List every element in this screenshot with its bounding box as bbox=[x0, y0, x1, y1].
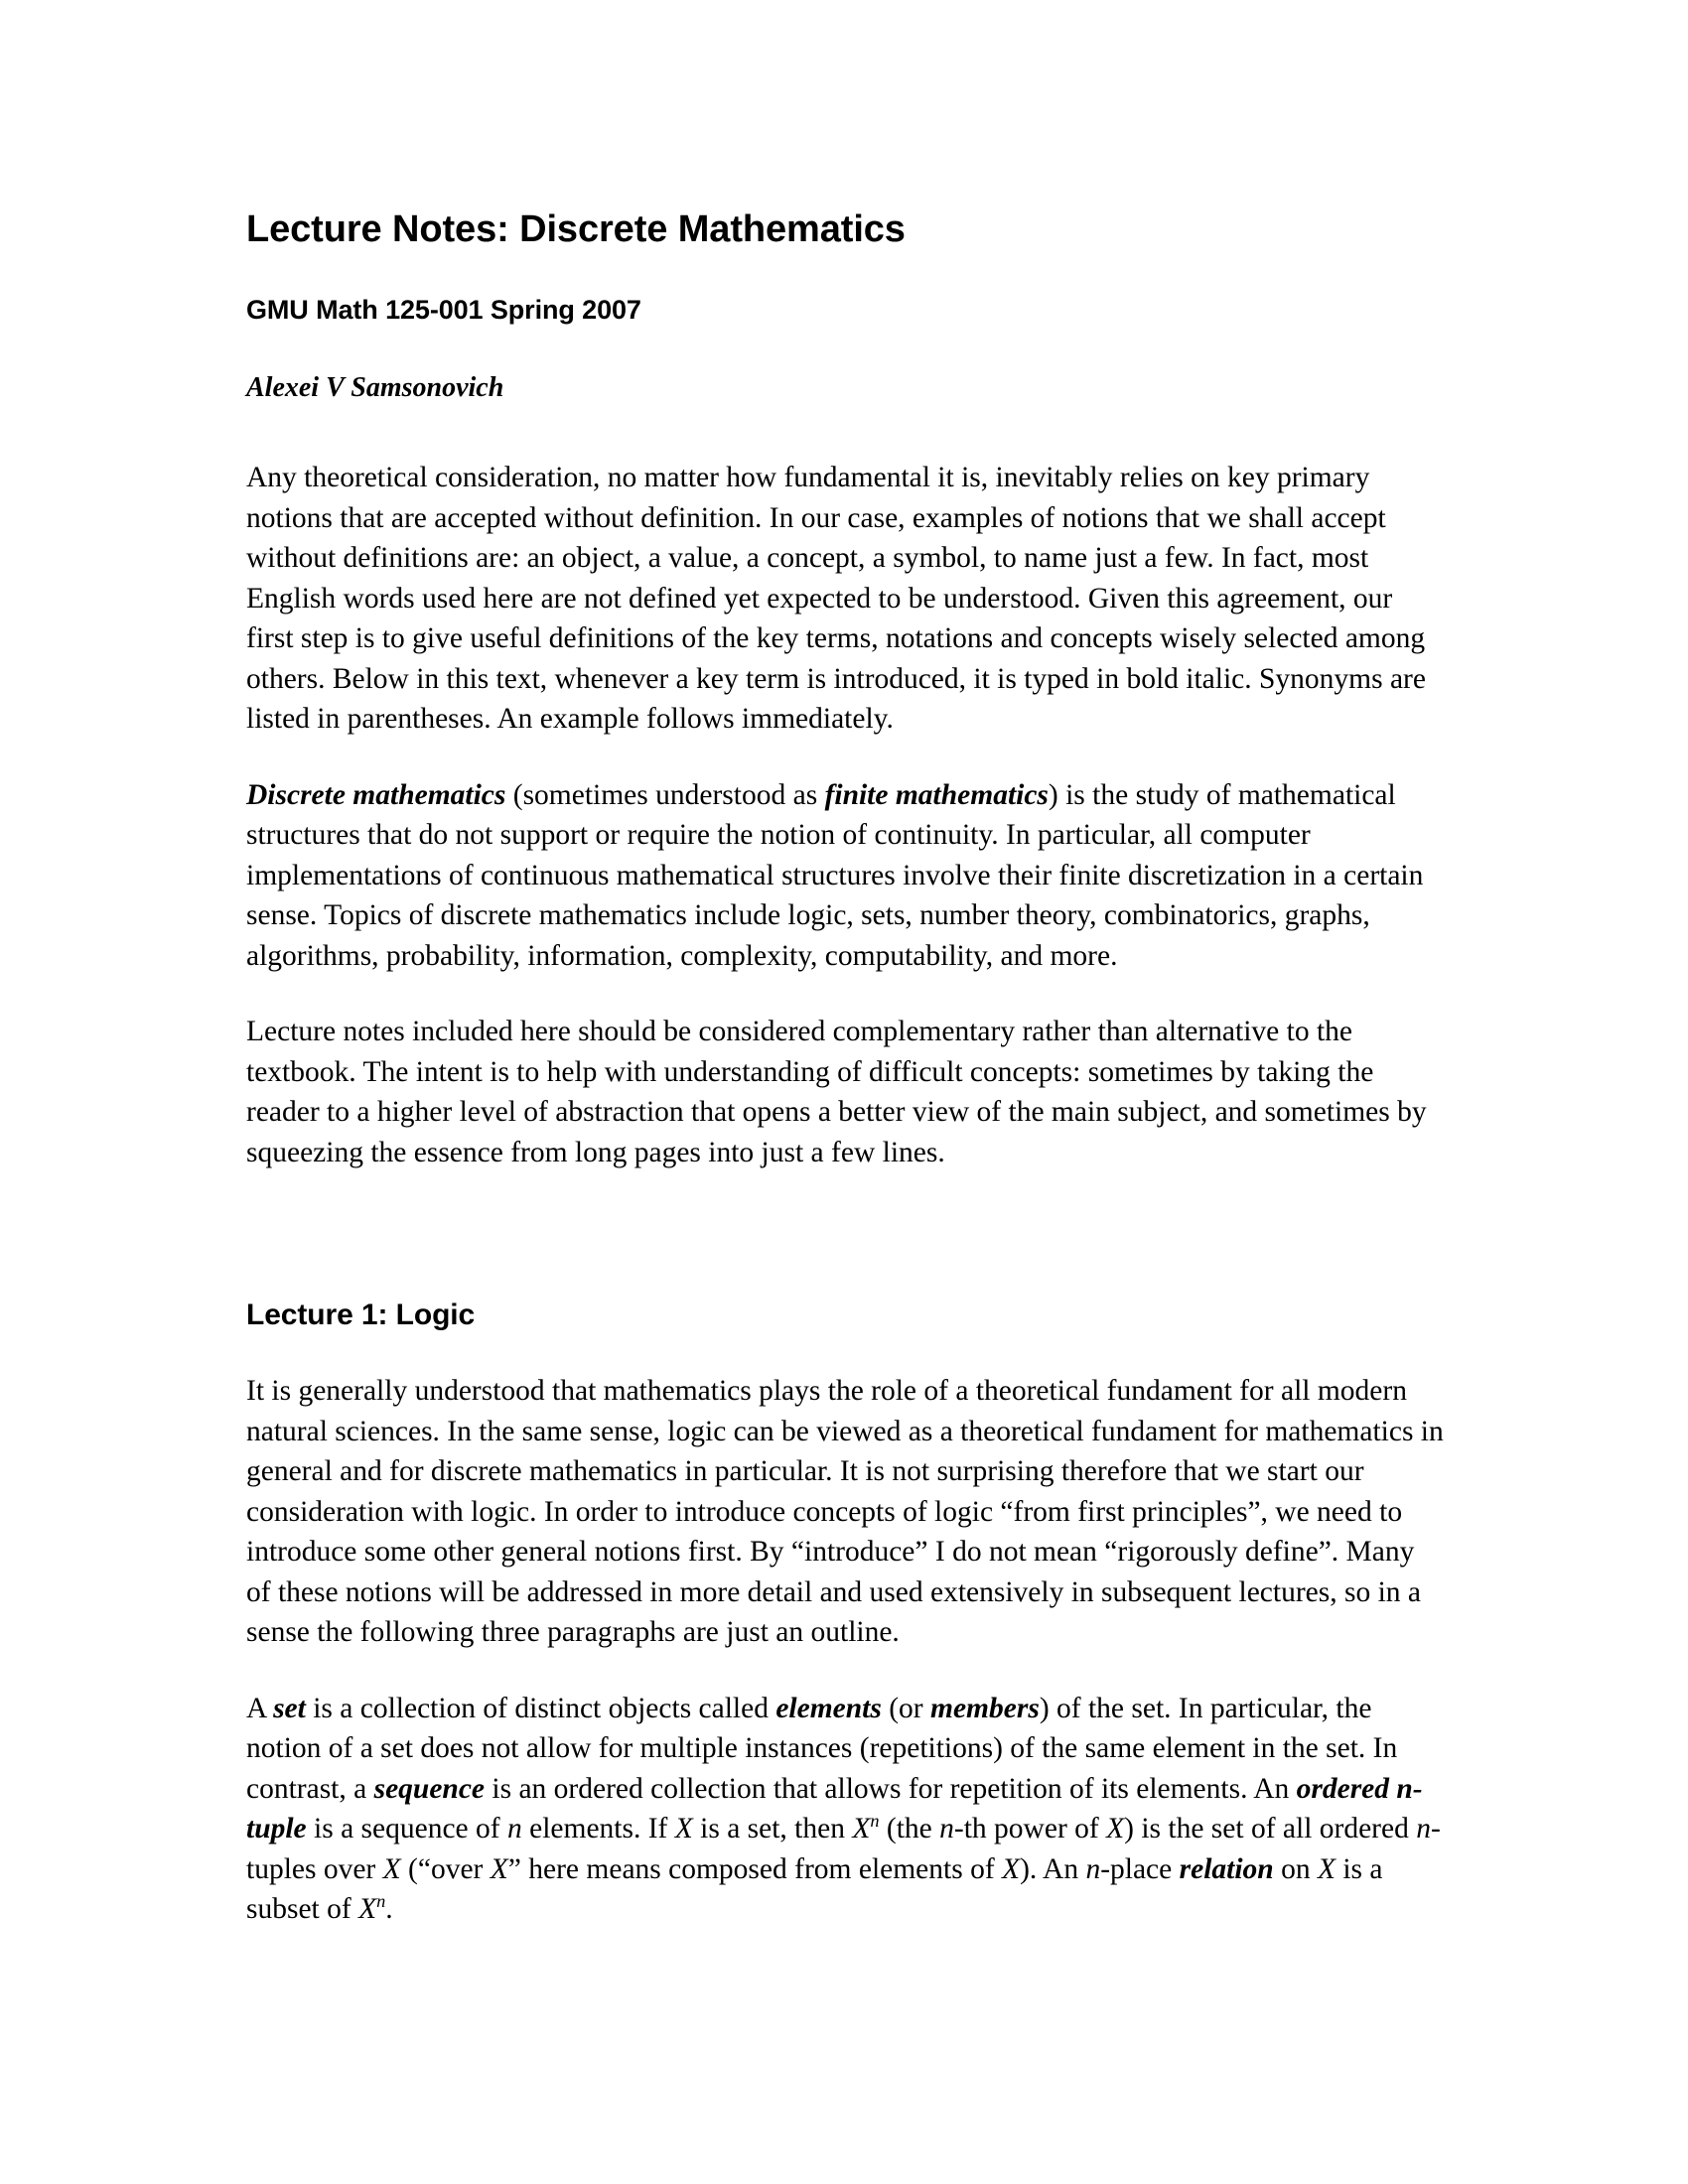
paragraph-definition bbox=[246, 775, 1445, 977]
set-text-3: (or bbox=[881, 1692, 931, 1724]
math-var-X-3: X bbox=[1106, 1813, 1125, 1845]
paragraph-intro: Any theoretical consideration, no matter how fundamental it is, inevitably relies on key primary notions that are accepted without definition. In our case, examples of notions that we shall accept without definitions are: an object, a value, a concept, a symbol, to name just a few. In fact, most English words used here are not defined yet expected to be understood. Given this agreement, our first step is to give useful definitions of the key terms, notations and concepts wisely selected among others. Below in this text, whenever a key term is introduced, it is typed in bold italic. Synonyms are listed in parentheses. An example follows immediately. bbox=[246, 462, 1426, 736]
set-text-11: ) is the set of all ordered bbox=[1124, 1813, 1417, 1845]
math-var-X-6: X bbox=[1002, 1852, 1021, 1885]
set-text-2: is a collection of distinct objects called bbox=[305, 1692, 776, 1724]
math-var-X-4: X bbox=[382, 1852, 401, 1885]
math-var-X-1: X bbox=[674, 1813, 693, 1845]
set-text-6: is a sequence of bbox=[306, 1813, 507, 1845]
math-var-X-8: X bbox=[358, 1893, 377, 1926]
page-title: Lecture Notes: Discrete Mathematics bbox=[246, 208, 906, 250]
math-superscript-n-1: n bbox=[870, 1811, 880, 1832]
key-term-members: members bbox=[930, 1692, 1040, 1724]
set-text-17: on bbox=[1273, 1852, 1318, 1885]
paragraph-set-definition bbox=[246, 1689, 1445, 1930]
math-var-X-7: X bbox=[1317, 1852, 1336, 1885]
key-term-sequence: sequence bbox=[373, 1772, 486, 1805]
section-spacer bbox=[246, 1208, 1445, 1230]
set-text-18: is a subset of bbox=[246, 1852, 1383, 1926]
set-text-9: (the bbox=[879, 1813, 940, 1845]
math-var-X-5: X bbox=[490, 1852, 508, 1885]
set-text-7: elements. If bbox=[521, 1813, 675, 1845]
key-term-discrete-mathematics: Discrete mathematics bbox=[246, 778, 506, 811]
set-text-5: is an ordered collection that allows for repetition of its elements. An bbox=[485, 1772, 1297, 1805]
set-text-12: -tuples over bbox=[246, 1813, 1441, 1885]
set-text-19: . bbox=[385, 1893, 393, 1926]
key-term-elements: elements bbox=[775, 1692, 882, 1724]
set-text-8: is a set, then bbox=[692, 1813, 853, 1845]
math-var-n-1: n bbox=[506, 1813, 522, 1845]
set-text-10: -th power of bbox=[953, 1813, 1107, 1845]
key-term-set: set bbox=[273, 1692, 306, 1724]
math-var-n-2: n bbox=[939, 1813, 954, 1845]
course-subtitle: GMU Math 125-001 Spring 2007 bbox=[246, 294, 641, 325]
key-term-ordered-n-tuple: ordered n-tuple bbox=[246, 1772, 1423, 1845]
paragraph-lecture1-intro: It is generally understood that mathematics plays the role of a theoretical fundament for all modern natural sciences. In the same sense, logic can be viewed as a theoretical fundament for mathematics in general and for discrete mathematics in particular. It is not surprising therefore that we start our consideration with logic. In order to introduce concepts of logic “from first principles”, we need to introduce some other general notions first. By “introduce” I do not mean “rigorously define”. Many of these notions will be addressed in more detail and used extensively in subsequent lectures, so in a sense the following three paragraphs are just an outline. bbox=[246, 1375, 1444, 1649]
math-var-n-3: n bbox=[1416, 1813, 1431, 1845]
math-var-n-4: n bbox=[1085, 1852, 1101, 1885]
math-var-X-2: X bbox=[852, 1813, 871, 1845]
set-text-1: A bbox=[246, 1692, 274, 1724]
set-text-14: ” here means composed from elements of bbox=[507, 1852, 1003, 1885]
key-term-relation: relation bbox=[1179, 1852, 1274, 1885]
definition-connector: (sometimes understood as bbox=[505, 778, 825, 811]
set-text-13: (“over bbox=[400, 1852, 491, 1885]
set-text-15: ). An bbox=[1020, 1852, 1086, 1885]
section-heading-lecture-1: Lecture 1: Logic bbox=[246, 1298, 476, 1332]
set-text-4: ) of the set. In particular, the notion of a set does not allow for multiple instances (repetitions) of the same element in the set. In contrast, a bbox=[246, 1692, 1398, 1805]
author-name: Alexei V Samsonovich bbox=[246, 371, 504, 403]
definition-remainder: ) is the study of mathematical structures that do not support or require the notion of continuity. In particular, all computer implementations of continuous mathematical structures involve their finite discretization in a certain sense. Topics of discrete mathematics include logic, sets, number theory, combinatorics, graphs, algorithms, probability, information, complexity, computability, and more. bbox=[246, 778, 1424, 972]
math-superscript-n-2: n bbox=[376, 1891, 386, 1912]
key-term-finite-mathematics: finite mathematics bbox=[824, 778, 1049, 811]
set-text-16: -place bbox=[1100, 1852, 1180, 1885]
paragraph-notes-scope: Lecture notes included here should be considered complementary rather than alternative to the textbook. The intent is to help with understanding of difficult concepts: sometimes by taking the reader to a higher level of abstraction that opens a better view of the main subject, and sometimes by squeezing the essence from long pages into just a few lines. bbox=[246, 1016, 1427, 1168]
